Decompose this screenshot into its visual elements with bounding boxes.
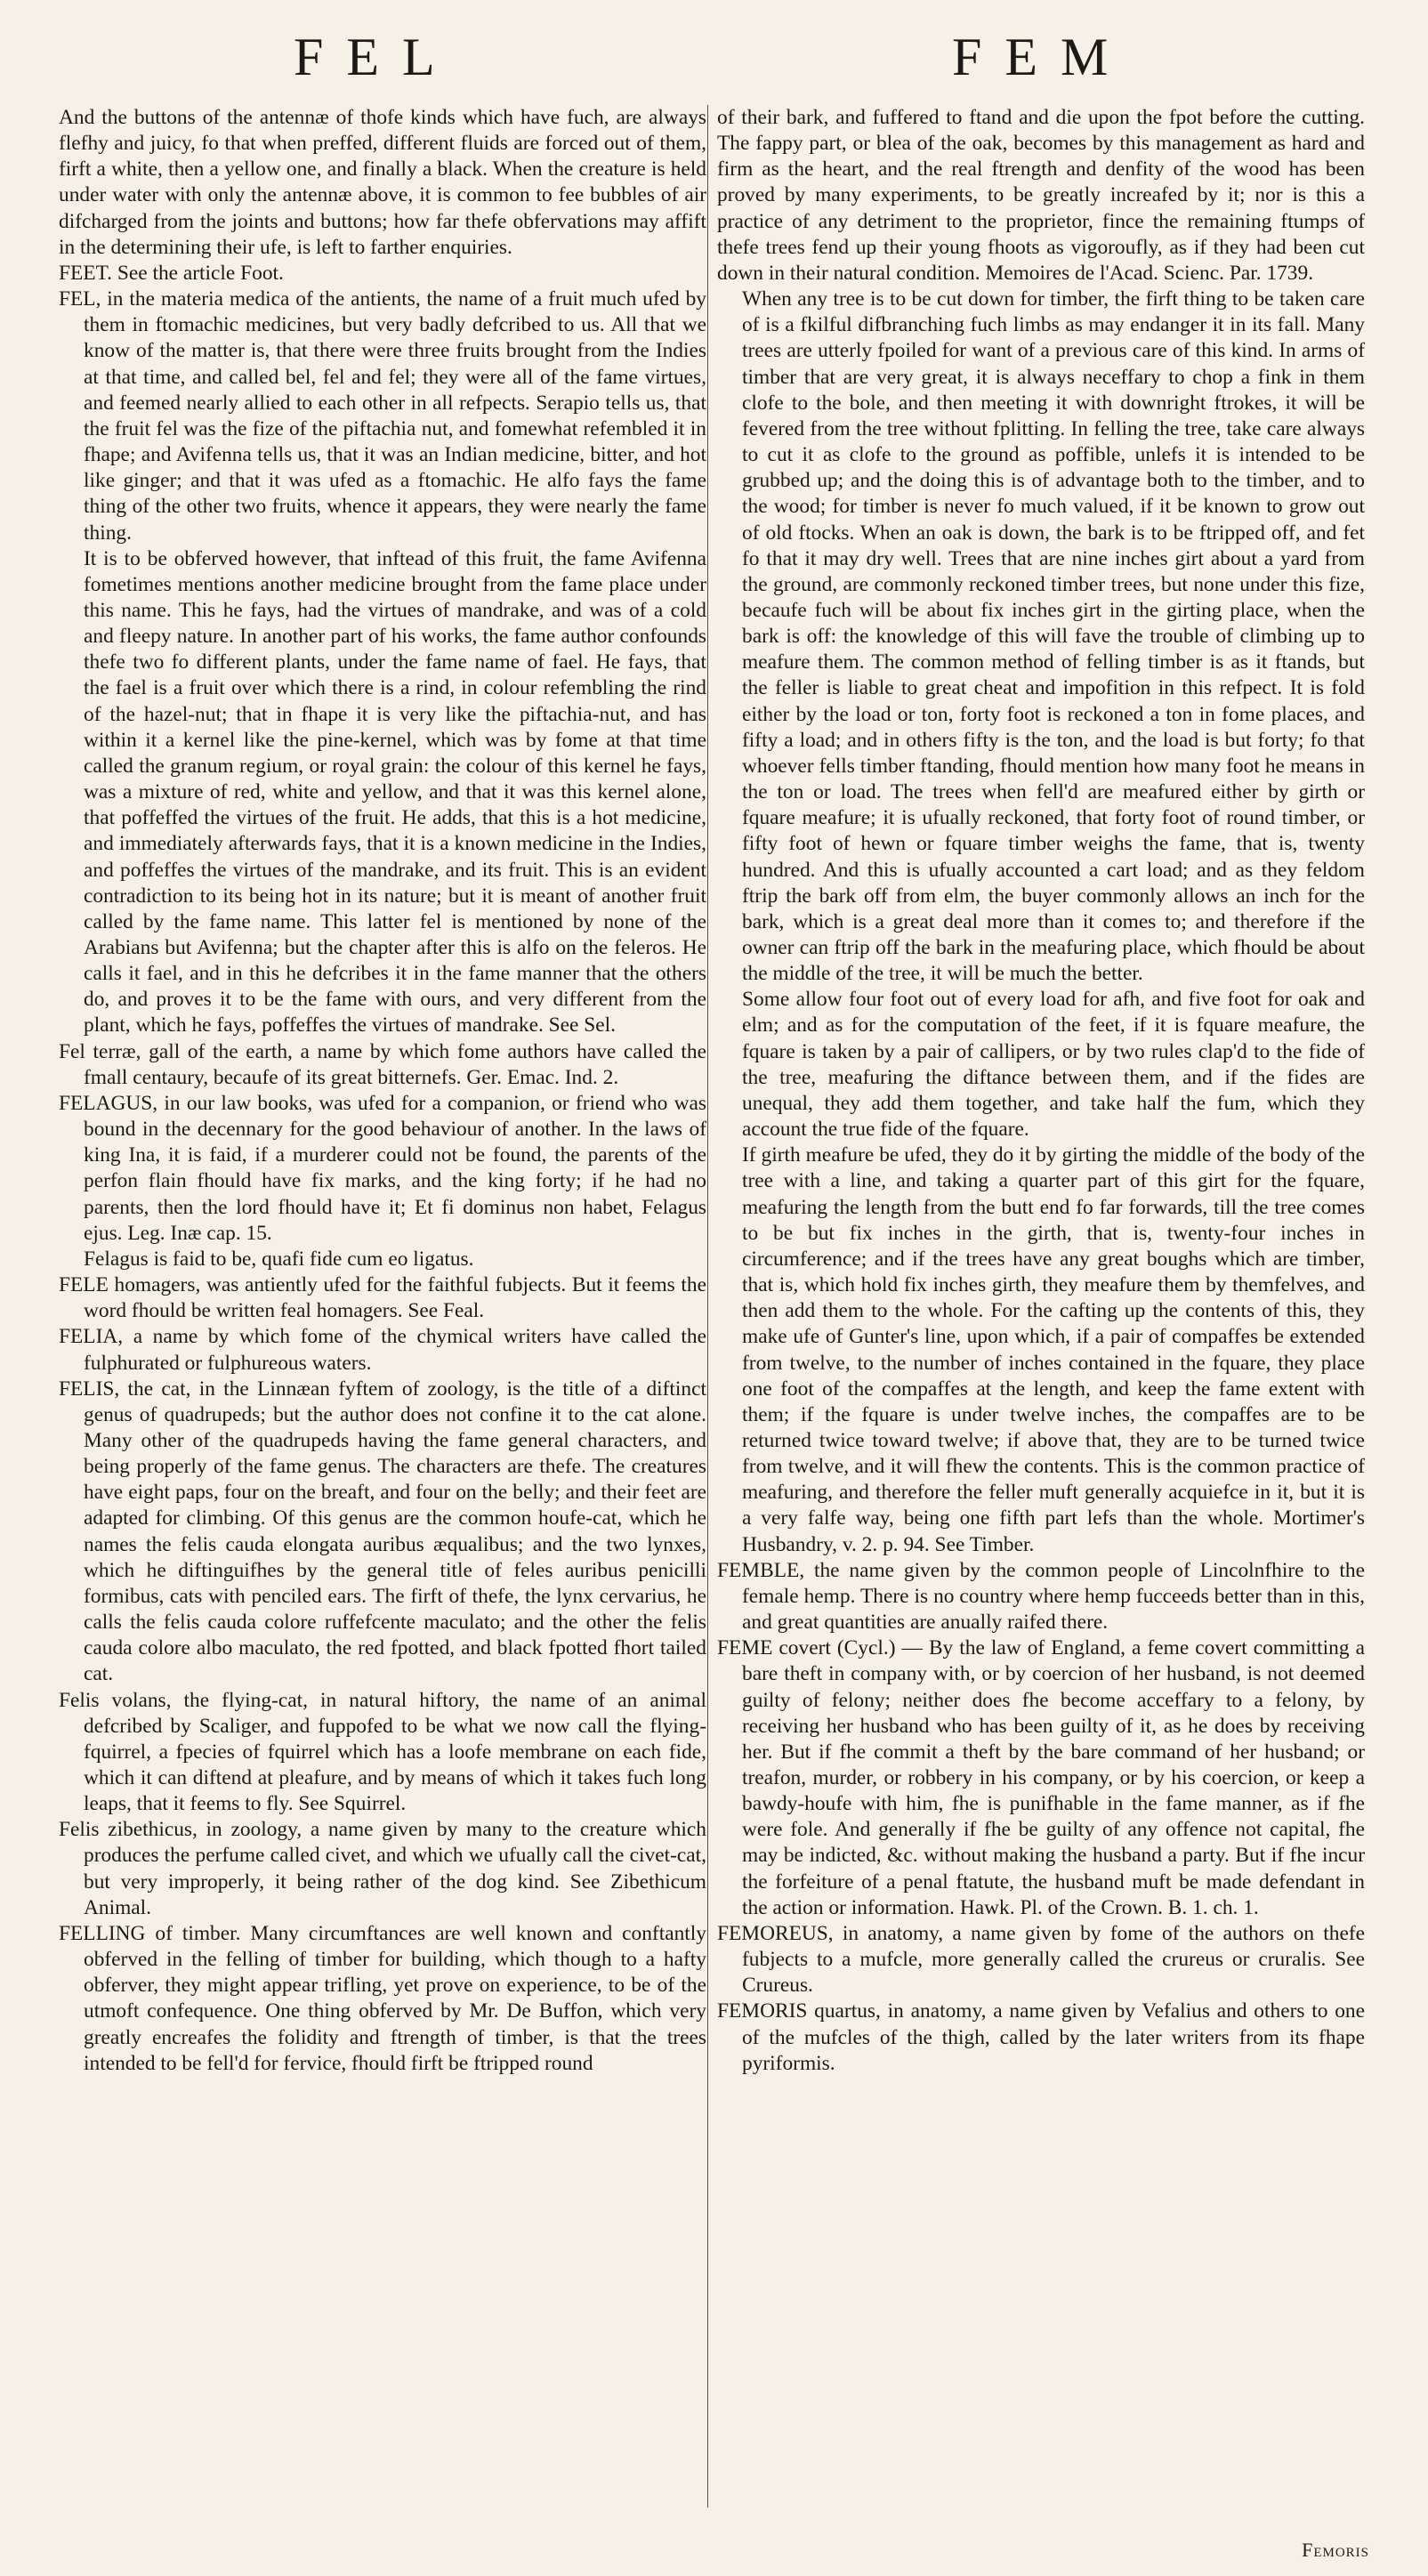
running-head-right: FEM bbox=[952, 28, 1132, 86]
entry-feet: FEET. See the article Foot. bbox=[59, 261, 284, 285]
entry-femble: FEMBLE, the name given by the common people of Lincolnfhire to the female hemp. There is no country where hemp fucceeds better than in this, and great quantities are anually raifed there. bbox=[717, 1558, 1365, 1635]
entry-feme-covert: FEME covert (Cycl.) — By the law of England, a feme covert committing a bare theft in company with, or by coercion of her husband, is not deemed guilty of felony; neither does fhe become acceffary to a felony, by receiving her husband who has been guilty of it, as he does by receiving her. But if fhe commit a theft by the bare command of her husband; or treafon, murder, or robbery in his company, or by his coercion, or keep a bawdy-houfe with him, fhe is punifhable in the fame manner, as if fhe were fole. And generally if fhe be guilty of any offence not capital, fhe may be indicted, &c. without making the husband a party. But if fhe incur the forfeiture of a penal ftatute, the husband muft be made defendant in the action or information. Hawk. Pl. of the Crown. B. 1. ch. 1. bbox=[717, 1636, 1365, 1919]
entry-fel-terrae: Fel terræ, gall of the earth, a name by which fome authors have called the fmall centaury, becaufe of its great bitternefs. Ger. Emac. Ind. 2. bbox=[59, 1039, 706, 1089]
entry-felling: FELLING of timber. Many circumftances are well known and conftantly obferved in the felling of timber for building, which though to a hafty obferver, they might appear trifling, yet prove on experience, to be of the utmoft confequence. One thing obferved by Mr. De Buffon, which very greatly encreafes the folidity and ftrength of timber, is that the trees intended to be fell'd for fervice, fhould firft be ftripped round bbox=[59, 1921, 706, 2075]
entry-felling-paragraph-3: Some allow four foot out of every load for afh, and five foot for oak and elm; and as for the computation of the feet, if it is fquare meafure, the fquare is taken by a pair of callipers, or by two rules clap'd to the fide of the tree, meafuring the diftance between them, and if the fides are unequal, they add them together, and take half the fum, which they account the true fide of the fquare. bbox=[742, 988, 1365, 1142]
entry-femoreus: FEMOREUS, in anatomy, a name given by fome of the authors on thefe fubjects to a mufcle, more generally called the crureus or cruralis. See Crureus. bbox=[717, 1921, 1365, 1998]
left-column bbox=[59, 105, 706, 2077]
column-divider bbox=[707, 105, 708, 2507]
right-column bbox=[717, 105, 1365, 2077]
entry-fel-paragraph-2: It is to be obferved however, that inftead of this fruit, the fame Avifenna fometimes mentions another medicine brought from the fame place under this name. This he fays, had the virtues of mandrake, and was of a cold and fleepy nature. In another part of his works, the fame author confounds thefe two fo different plants, under the fame name of fael. He fays, that the fael is a fruit over which there is a rind, in colour refembling the rind of the hazel-nut; that in fhape it is very like the piftachia-nut, and has within it a kernel like the pine-kernel, which was by fome at that time called the granum regium, or royal grain: the colour of this kernel he fays, was a mixture of red, white and yellow, and that it was this kernel alone, that poffeffed the virtues of the fruit. He adds, that this is a hot medicine, and immediately afterwards fays, that it is a known medicine in the Indies, and poffeffes the virtues of the mandrake, and its fruit. This is an evident contradiction to its being hot in its nature; but it is meant of another fruit called by the fame name. This latter fel is mentioned by none of the Arabians but Avifenna; but the chapter after this is alfo on the feleros. He calls it fael, and in this he defcribes it in the fame manner that the others do, and proves it to be the fame with ours, and very different from the plant, which he fays, poffeffes the virtues of mandrake. See Sel. bbox=[84, 546, 706, 1038]
entry-felia: FELIA, a name by which fome of the chymical writers have called the fulphurated or fulphureous waters. bbox=[59, 1325, 706, 1375]
running-head bbox=[0, 27, 1428, 98]
entry-felis-zibethicus: Felis zibethicus, in zoology, a name given by many to the creature which produces the perfume called civet, and which we ufually call the civet-cat, but very improperly, it being rather of the dog kind. See Zibethicum Animal. bbox=[59, 1818, 706, 1919]
entry-felagus-note: Felagus is faid to be, quafi fide cum eo ligatus. bbox=[84, 1247, 474, 1271]
entry-felling-continuation: of their bark, and fuffered to ftand and die upon the fpot before the cutting. The fappy part, or blea of the oak, becomes by this management as hard and firm as the heart, and the real ftrength and denfity of the wood has been proved by many experiments, to be greatly increafed by it; nor is this a practice of any detriment to the proprietor, fince the remaining ftumps of thefe trees fend up their young fhoots as vigoroufly, as if they had been cut down in their natural condition. Memoires de l'Acad. Scienc. Par. 1739. bbox=[717, 106, 1365, 285]
entry-felis-volans: Felis volans, the flying-cat, in natural hiftory, the name of an animal defcribed by Scaliger, and fuppofed to be what we now call the flying-fquirrel, a fpecies of fquirrel which has a loofe membrane on each fide, which it can diftend at pleafure, and by means of which it takes fuch long leaps, that it feems to fly. See Squirrel. bbox=[59, 1688, 706, 1816]
entry-felling-paragraph-4: If girth meafure be ufed, they do it by girting the middle of the body of the tree with a line, and taking a quarter part of this girt for the fquare, meafuring the length from the butt end fo far forwards, till the tree comes to be but fix inches in the girth, that is, twenty-four inches in circumference; and if the trees have any great boughs which are timber, that is, which hold fix inches girth, they meafure them by themfelves, and then add them to the whole. For the cafting up the contents of this, they make ufe of Gunter's line, upon which, if a pair of compaffes be extended from twelve, to the number of inches contained in the fquare, they place one foot of the compaffes at the length, and keep the fame extent with them; if the fquare is under twelve inches, the compaffes are to be returned twice toward twelve; if above that, they are to be turned twice from twelve, and it will fhew the contents. This is the common practice of meafuring, and therefore the feller muft generally acquiefce in it, but it is a very falfe way, being one fifth part lefs than the whole. Mortimer's Husbandry, v. 2. p. 94. See Timber. bbox=[742, 1143, 1365, 1556]
entry-felling-paragraph-2: When any tree is to be cut down for timber, the firft thing to be taken care of is a fkilful difbranching fuch limbs as may endanger it in its fall. Many trees are utterly fpoiled for want of a previous care of this kind. In arms of timber that are very great, it is always neceffary to chop a fink in them clofe to the bole, and then meeting it with downright ftrokes, it will be fevered from the tree without fplitting. In felling the tree, take care always to cut it as clofe to the ground as poffible, unlefs it is intended to be grubbed up; and the doing this is of advantage both to the timber, and to the wood; for timber is never fo much valued, if it be known to grow out of old ftocks. When an oak is down, the bark is to be ftripped off, and fet fo that it may dry well. Trees that are nine inches girt about a yard from the ground, are commonly reckoned timber trees, but none under this fize, becaufe fuch will be about fix inches girt in the girting place, when the bark is off: the knowledge of this will fave the trouble of climbing up to meafure them. The common method of felling timber is as it ftands, but the feller is liable to great cheat and impofition in this refpect. It is fold either by the load or ton, forty foot is reckoned a ton in fome places, and fifty a load; and in others fifty is the ton, and the load is but forty; fo that whoever fells timber ftanding, fhould mention how many foot he means in the ton or load. The trees when fell'd are meafured either by girth or fquare meafure; it is ufually reckoned, that forty foot of round timber, or fifty foot of hewn or fquare timber weighs the fame, that is, twenty hundred. And this is ufually accounted a cart load; and as they feldom ftrip the bark off from elm, the buyer commonly allows an inch for the bark, which is a great deal more than it comes to; and therefore if the owner can ftrip off the bark in the meafuring place, which fhould be about the middle of the tree, it will be much the better. bbox=[742, 287, 1365, 986]
entry-fele-homagers: FELE homagers, was antiently ufed for the faithful fubjects. But it feems the word fhould be written feal homagers. See Feal. bbox=[59, 1273, 706, 1323]
entry-antennae-continuation: And the buttons of the antennæ of thofe kinds which have fuch, are always flefhy and juicy, fo that when preffed, different fluids are forced out of them, firft a white, then a yellow one, and finally a black. When the creature is held under water with only the antennæ above, it is common to fee bubbles of air difcharged from the joints and buttons; how far thefe obfervations may affift in the determining their ufe, is left to farther enquiries. bbox=[59, 106, 706, 259]
running-head-left: FEL bbox=[294, 28, 458, 86]
entry-fel: FEL, in the materia medica of the antients, the name of a fruit much ufed by them in ftomachic medicines, but very badly defcribed to us. All that we know of the matter is, that there were three fruits brought from the Indies at that time, and called bel, fel and fel; they were all of the fame virtues, and feemed nearly allied to each other in all refpects. Serapio tells us, that the fruit fel was the fize of the piftachia nut, and fomewhat refembled it in fhape; and Avifenna tells us, that it was an Indian medicine, bitter, and hot like ginger; and that it was ufed as a ftomachic. He alfo fays the fame thing of the other two fruits, whence it appears, they were nearly the fame thing. bbox=[59, 287, 706, 545]
entry-femoris-quartus: FEMORIS quartus, in anatomy, a name given by Vefalius and others to one of the mufcles of the thigh, called by the later writers from its fhape pyriformis. bbox=[717, 1999, 1365, 2075]
catchword: Femoris bbox=[1302, 2539, 1369, 2561]
entry-felagus: FELAGUS, in our law books, was ufed for a companion, or friend who was bound in the decennary for the good behaviour of another. In the laws of king Ina, it is faid, if a murderer could not be found, the parents of the perfon flain fhould have fix marks, and the king forty; if he had no parents, then the lord fhould have it; Et fi dominus non habet, Felagus ejus. Leg. Inæ cap. 15. bbox=[59, 1091, 706, 1245]
entry-felis: FELIS, the cat, in the Linnæan fyftem of zoology, is the title of a diftinct genus of quadrupeds; but the author does not confine it to the cat alone. Many other of the quadrupeds having the fame general characters, and being properly of the fame genus. The characters are thefe. The creatures have eight paps, four on the breaft, and four on the belly; and their feet are adapted for climbing. Of this genus are the common houfe-cat, which he names the felis cauda elongata auribus æqualibus; and the two lynxes, which he diftinguifhes by the general title of feles auribus penicilli formibus, cats with penciled ears. The firft of thefe, the lynx cervarius, he calls the felis cauda colore ruffefcente maculato; and the other the felis cauda colore albo maculato, the red fpotted, and black fpotted fhort tailed cat. bbox=[59, 1377, 706, 1686]
